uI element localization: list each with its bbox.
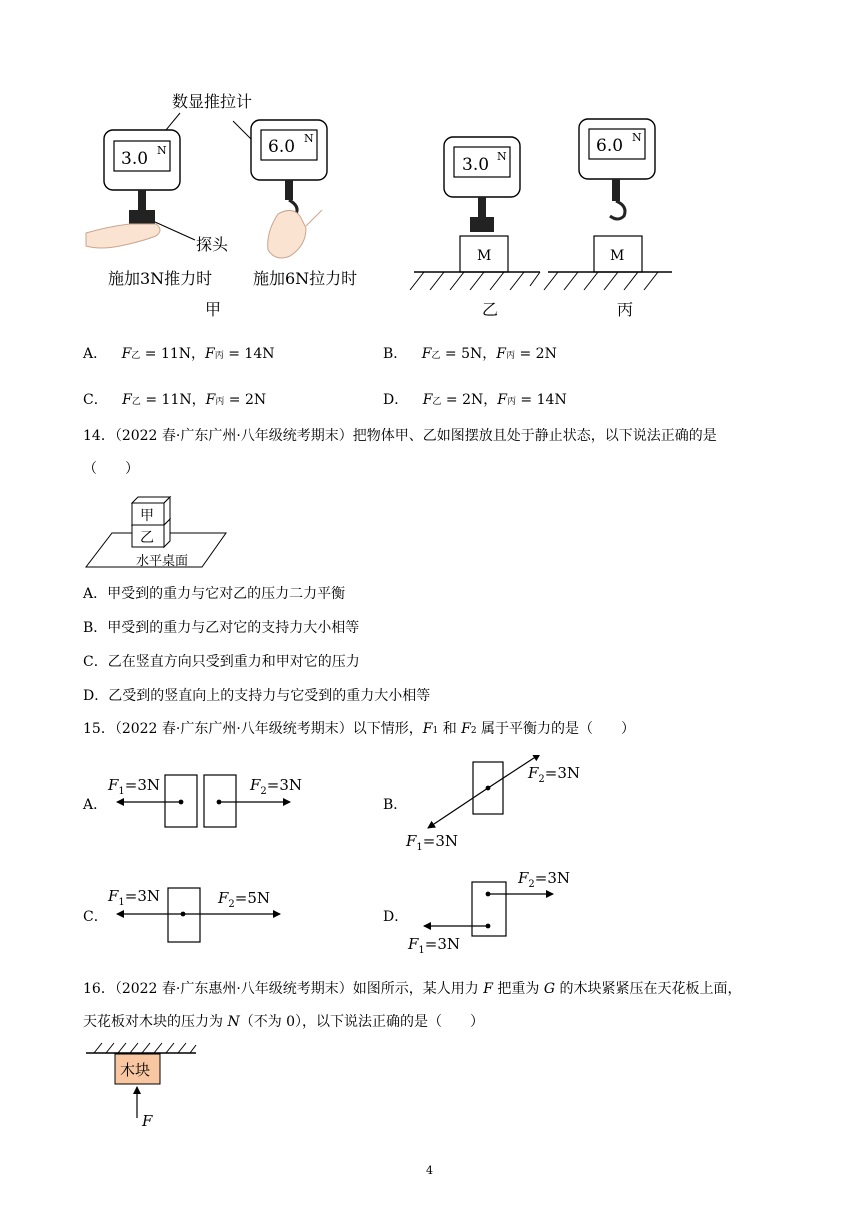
pull-unit: N	[304, 132, 314, 145]
a-f2: $F_2=3N$	[250, 776, 303, 797]
a-f1: $F_1=3N$	[108, 776, 161, 797]
block-yi: 乙	[140, 530, 154, 546]
push-reading: 3.0	[121, 149, 149, 169]
q15-letter-b: B．	[383, 797, 408, 813]
b-f2: $F_2=3N$	[528, 764, 581, 785]
d-f1-value: =3N	[424, 935, 461, 953]
meter-label: 数显推拉计	[172, 92, 253, 111]
probe-label: 探头	[196, 235, 229, 254]
q15-letter-a: A．	[83, 797, 108, 813]
q13-option-a: A． F乙 = 11N，F丙 = 14N	[83, 346, 275, 362]
q14-stem-line1: 14．（2022 春·广东广州·八年级统考期末）把物体甲、乙如图摆放且处于静止状态，以下说法正确的是	[83, 428, 717, 444]
d-f1: $F_1=3N$	[408, 935, 461, 955]
push-caption: 施加3N推力时	[108, 269, 213, 288]
q15-letter-d: D．	[383, 909, 409, 925]
d-f2: $F_2=3N$	[518, 869, 571, 890]
a-f2-value: =3N	[266, 776, 303, 794]
d-f2-value: =3N	[534, 869, 571, 887]
q16-figure	[84, 1040, 199, 1130]
label-jia: 甲	[205, 300, 222, 319]
page-number: 4	[426, 1164, 433, 1177]
c-f2-value: =5N	[234, 889, 271, 907]
yi-block-label: M	[477, 248, 492, 264]
c-f2: $F_2=5N$	[218, 889, 271, 910]
bing-block-label: M	[610, 248, 625, 264]
b-f2-value: =3N	[544, 764, 581, 782]
yi-reading: 3.0	[462, 155, 490, 175]
b-f1-value: =3N	[422, 832, 459, 850]
q13-option-c: C． F乙 = 11N，F丙 = 2N	[83, 392, 267, 408]
block-jia: 甲	[140, 508, 154, 524]
q14-option-b: B．甲受到的重力与乙对它的支持力大小相等	[83, 620, 360, 636]
q16-stem-line2: 天花板对木块的压力为 N（不为 0），以下说法正确的是（ ）	[83, 1014, 485, 1030]
q15-figures	[100, 755, 600, 955]
label-bing: 丙	[617, 300, 634, 319]
q14-figure	[84, 495, 229, 575]
force-label: F	[142, 1112, 153, 1130]
wood-block-label: 木块	[120, 1061, 151, 1079]
q14-stem-line2: （ ）	[83, 461, 139, 477]
bing-reading: 6.0	[596, 136, 624, 156]
c-f1: $F_1=3N$	[108, 887, 161, 908]
c-f1-value: =3N	[124, 887, 161, 905]
pull-reading: 6.0	[268, 137, 296, 157]
b-f1: $F_1=3N$	[406, 832, 459, 853]
q13-option-d: D． F乙 = 2N，F丙 = 14N	[383, 392, 567, 408]
yi-unit: N	[497, 150, 507, 163]
q14-option-c: C．乙在竖直方向只受到重力和甲对它的压力	[83, 654, 360, 670]
q15-stem: 15．（2022 春·广东广州·八年级统考期末）以下情形，F1 和 F2 属于平衡力的是（ ）	[83, 721, 636, 737]
q15-letter-c: C．	[83, 909, 108, 925]
q13-option-b: B． F乙 = 5N，F丙 = 2N	[383, 346, 557, 362]
q13-figure	[80, 80, 700, 325]
bing-unit: N	[632, 131, 642, 144]
table-label: 水平桌面	[136, 554, 189, 569]
a-f1-value: =3N	[124, 776, 161, 794]
q14-option-d: D．乙受到的竖直向上的支持力与它受到的重力大小相等	[83, 688, 431, 704]
label-yi: 乙	[482, 300, 499, 319]
pull-caption: 施加6N拉力时	[253, 269, 358, 288]
q16-stem-line1: 16．（2022 春·广东惠州·八年级统考期末）如图所示，某人用力 F 把重为 G 的木块紧紧压在天花板上面，	[83, 981, 742, 997]
q14-option-a: A．甲受到的重力与它对乙的压力二力平衡	[83, 586, 346, 602]
push-unit: N	[157, 144, 167, 157]
